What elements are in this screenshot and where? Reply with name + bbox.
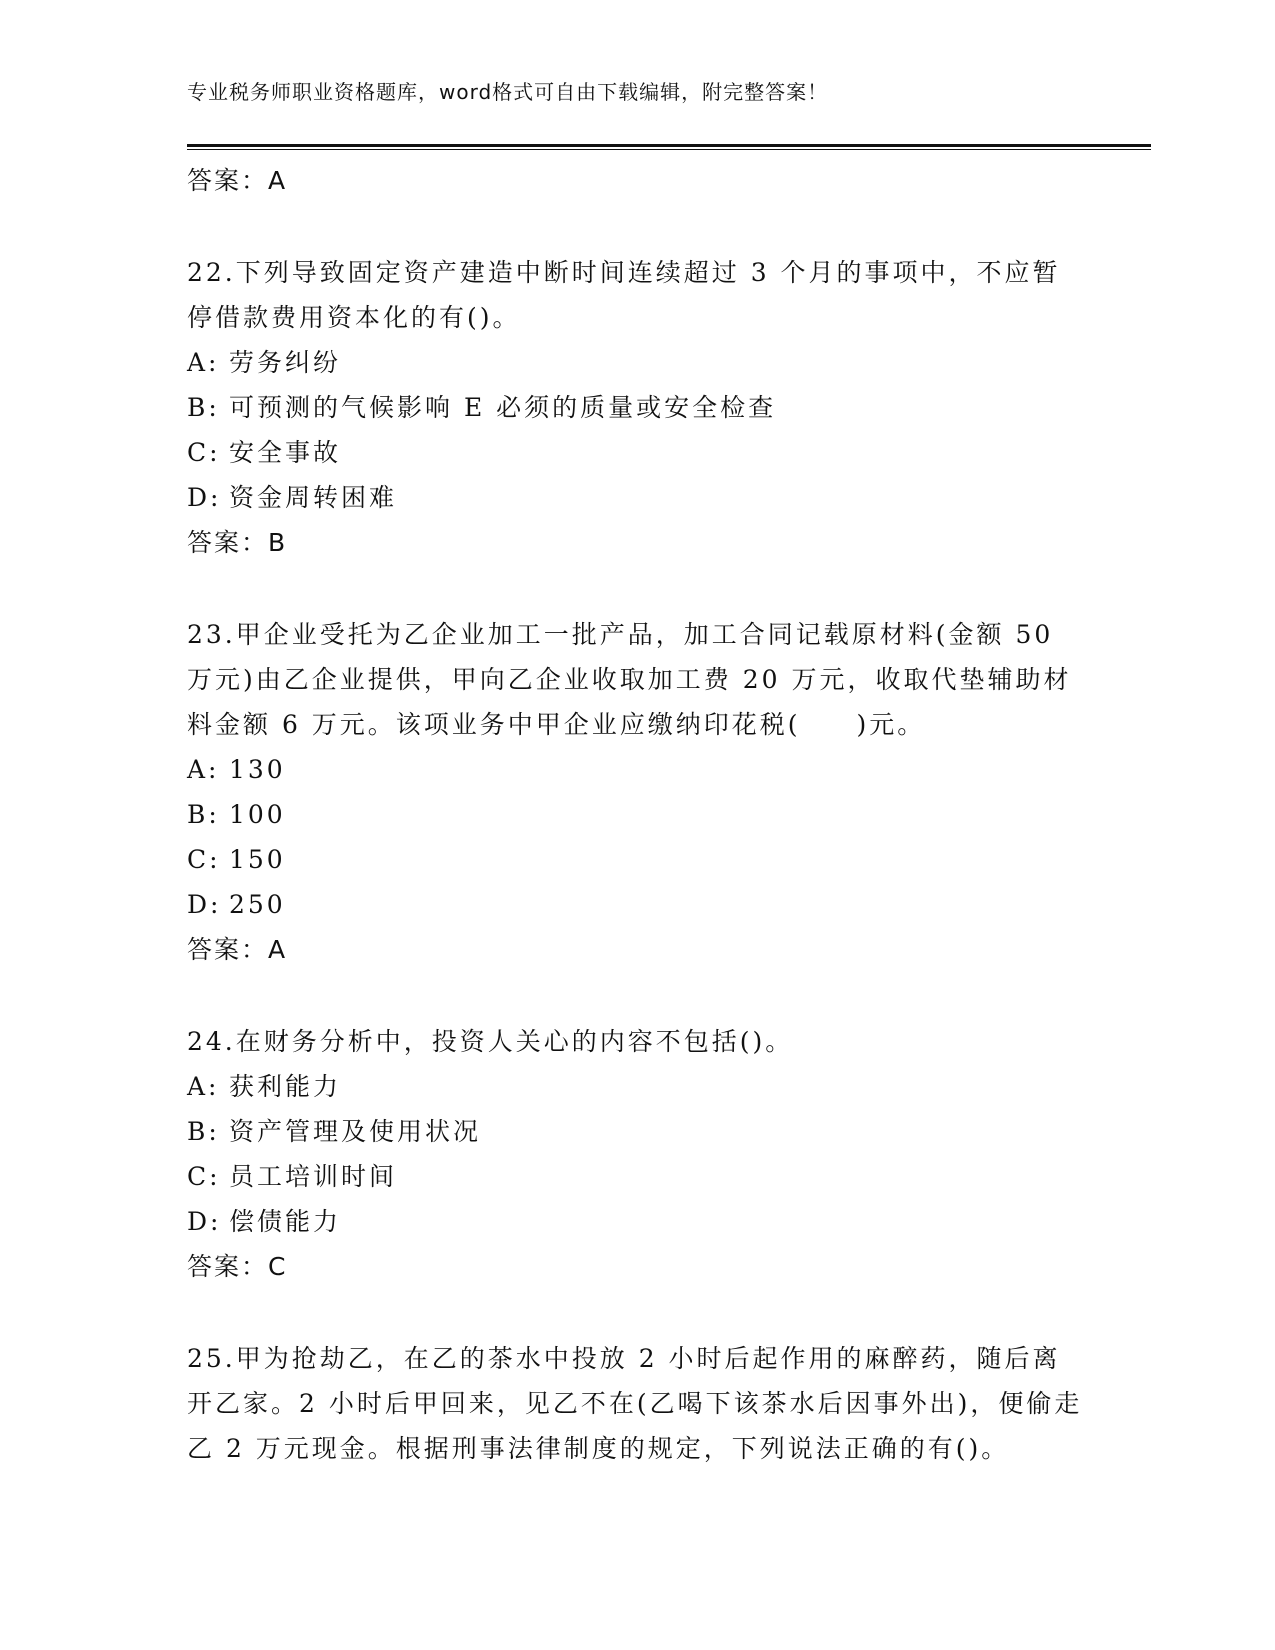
option-key: D: (187, 890, 222, 919)
option-key: A: (187, 1072, 220, 1101)
option-text: 100 (229, 800, 286, 829)
option-a (187, 1064, 1087, 1109)
question-25 (187, 1336, 1087, 1471)
question-23 (187, 612, 1087, 972)
option-b (187, 792, 1087, 837)
answer-22: 答案：B (187, 528, 288, 557)
answer-23: 答案：A (187, 935, 288, 964)
question-22 (187, 250, 1087, 565)
option-key: B: (187, 800, 220, 829)
option-text: 资产管理及使用状况 (229, 1117, 482, 1146)
option-text: 员工培训时间 (229, 1162, 398, 1191)
option-text: 安全事故 (229, 438, 342, 467)
option-c (187, 1154, 1087, 1199)
answer-24: 答案：C (187, 1252, 288, 1281)
option-b (187, 385, 1087, 430)
option-text: 可预测的气候影响 E 必须的质量或安全检查 (229, 393, 777, 422)
option-a (187, 747, 1087, 792)
option-key: B: (187, 1117, 220, 1146)
option-key: C: (187, 845, 221, 874)
question-text: 22.下列导致固定资产建造中断时间连续超过 3 个月的事项中，不应暂停借款费用资本化的有()。 (187, 258, 1061, 332)
header-divider-thin (187, 149, 1151, 150)
option-text: 偿债能力 (229, 1207, 342, 1236)
option-c (187, 430, 1087, 475)
option-text: 250 (229, 890, 286, 919)
option-key: A: (187, 348, 220, 377)
option-d (187, 1199, 1087, 1244)
option-key: D: (187, 1207, 222, 1236)
page-header: 专业税务师职业资格题库，word格式可自由下载编辑，附完整答案！ (187, 80, 829, 104)
document-body (187, 158, 1087, 1471)
option-key: D: (187, 483, 222, 512)
header-divider (187, 144, 1151, 149)
option-text: 150 (229, 845, 286, 874)
question-text: 24.在财务分析中，投资人关心的内容不包括()。 (187, 1027, 794, 1056)
option-b (187, 1109, 1087, 1154)
question-text: 25.甲为抢劫乙，在乙的茶水中投放 2 小时后起作用的麻醉药，随后离开乙家。2 小时后甲回来，见乙不在(乙喝下该茶水后因事外出)，便偷走乙 2 万元现金。根据刑事法律制度的规定，下列说法正确的有()。 (187, 1344, 1083, 1463)
option-key: B: (187, 393, 220, 422)
question-text: 23.甲企业受托为乙企业加工一批产品，加工合同记载原材料(金额 50 万元)由乙企业提供，甲向乙企业收取加工费 20 万元，收取代垫辅助材料金额 6 万元。该项业务中甲企业应缴纳印花税( )元。 (187, 620, 1072, 739)
option-key: C: (187, 1162, 221, 1191)
option-text: 劳务纠纷 (229, 348, 342, 377)
option-d (187, 475, 1087, 520)
option-a (187, 340, 1087, 385)
option-text: 130 (229, 755, 286, 784)
option-key: A: (187, 755, 220, 784)
option-text: 获利能力 (229, 1072, 342, 1101)
option-key: C: (187, 438, 221, 467)
header-divider-thick (187, 144, 1151, 147)
option-d (187, 882, 1087, 927)
answer-21: 答案：A (187, 166, 288, 195)
option-text: 资金周转困难 (229, 483, 398, 512)
option-c (187, 837, 1087, 882)
question-24 (187, 1019, 1087, 1289)
